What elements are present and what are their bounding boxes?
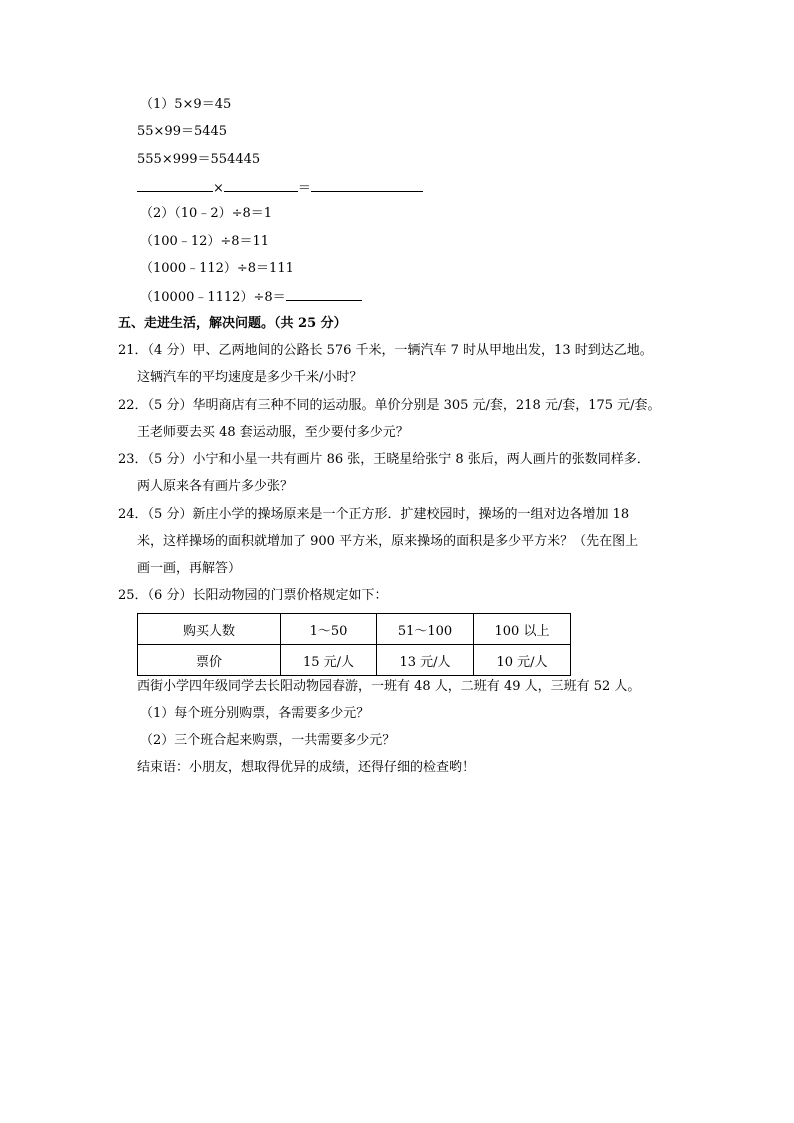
q25-sub-1: （1）每个班分别购票，各需要多少元？ [140, 706, 370, 721]
q1-intro: （1）5×9＝45 [140, 97, 232, 112]
q25-line-1: 25．（6 分）长阳动物园的门票价格规定如下： [118, 588, 388, 603]
q1-line-2: 55×99＝5445 [137, 124, 228, 139]
table-row [138, 614, 571, 645]
q22-line-1: 22．（5 分）华明商店有三种不同的运动服。单价分别是 305 元/套，218 元/套，175 元/套。 [118, 398, 661, 413]
q24-line-3: 画一画，再解答） [137, 561, 242, 576]
table-cell: 购买人数 [138, 614, 281, 645]
q2-line-3: （1000﹣112）÷8＝111 [140, 261, 294, 276]
q25-sub-2: （2）三个班合起来购票，一共需要多少元？ [140, 733, 396, 748]
table-cell: 票价 [138, 645, 281, 676]
q2-line-4-text: （10000﹣1112）÷8＝ [140, 290, 286, 305]
table-cell: 13 元/人 [377, 645, 474, 676]
q24-line-2: 米，这样操场的面积就增加了 900 平方米，原来操场的面积是多少平方米？（先在图上 [137, 534, 639, 549]
q1-line-3: 555×999＝554445 [137, 152, 261, 167]
table-row [138, 645, 571, 676]
section-5-heading: 五、走进生活，解决问题。（共 25 分） [118, 316, 347, 331]
q1-blank-equation [137, 179, 423, 197]
q21-line-2: 这辆汽车的平均速度是多少千米/小时？ [137, 370, 363, 385]
table-cell: 100 以上 [474, 614, 571, 645]
answer-blank-3[interactable] [311, 179, 423, 192]
times-sign: × [213, 181, 224, 196]
table-cell: 1～50 [281, 614, 377, 645]
equals-sign: ＝ [297, 181, 311, 196]
table-cell: 10 元/人 [474, 645, 571, 676]
closing-remark: 结束语：小朋友，想取得优异的成绩，还得仔细的检查哟！ [137, 760, 476, 775]
q2-line-2: （100﹣12）÷8＝11 [140, 234, 270, 249]
answer-blank-4[interactable] [286, 288, 362, 301]
answer-blank-2[interactable] [224, 179, 298, 192]
q25-description: 西街小学四年级同学去长阳动物园春游，一班有 48 人，二班有 49 人，三班有 52 人。 [137, 679, 641, 694]
q21-line-1: 21．（4 分）甲、乙两地间的公路长 576 千米，一辆汽车 7 时从甲地出发，13 时到达乙地。 [118, 343, 653, 358]
q2-intro: （2）（10﹣2）÷8＝1 [140, 206, 273, 221]
q23-line-1: 23．（5 分）小宁和小星一共有画片 86 张，王晓星给张宁 8 张后，两人画片的张数同样多． [118, 452, 650, 467]
q22-line-2: 王老师要去买 48 套运动服，至少要付多少元？ [137, 425, 409, 440]
q24-line-1: 24．（5 分）新庄小学的操场原来是一个正方形．扩建校园时，操场的一组对边各增加 18 [118, 507, 630, 522]
table-cell: 15 元/人 [281, 645, 377, 676]
answer-blank-1[interactable] [137, 179, 213, 192]
q23-line-2: 两人原来各有画片多少张？ [137, 479, 294, 494]
table-cell: 51～100 [377, 614, 474, 645]
q2-line-4 [140, 288, 362, 306]
ticket-price-table [137, 613, 571, 676]
